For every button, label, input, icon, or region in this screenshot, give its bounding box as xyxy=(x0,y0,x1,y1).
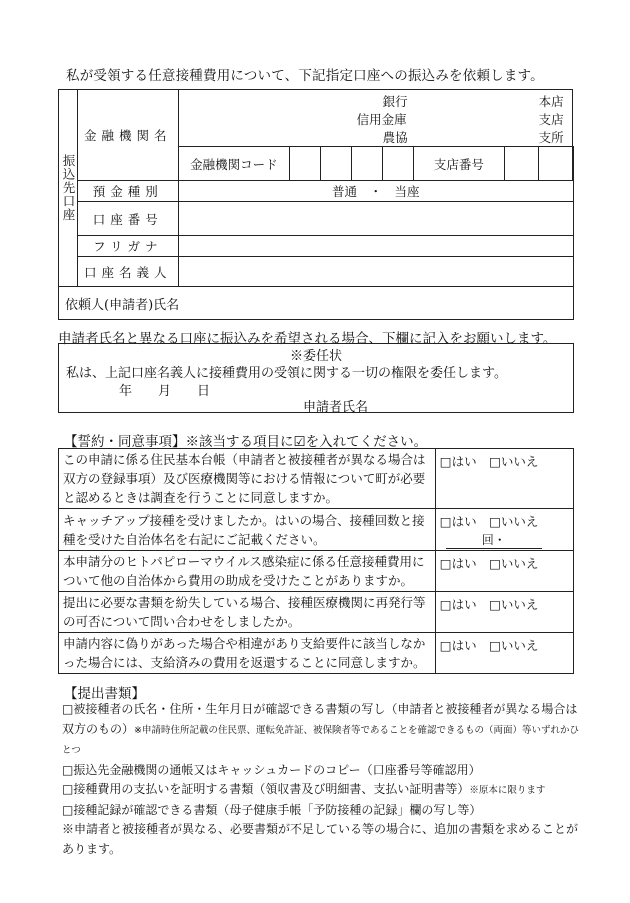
branch-code-digit[interactable] xyxy=(539,147,573,181)
bank-name-label: 金融機関名 xyxy=(78,90,179,181)
pledge-answer[interactable]: □はい □いいえ xyxy=(435,633,573,674)
branch-code-digit[interactable] xyxy=(573,147,574,181)
document-note: ※原本に限ります xyxy=(469,785,546,796)
bank-account-table xyxy=(58,89,574,320)
branch-code-digit[interactable] xyxy=(505,147,539,181)
documents-heading: 【提出書類】 xyxy=(64,686,145,702)
furigana-label: フリガナ xyxy=(78,236,179,257)
requester-name-field[interactable] xyxy=(59,287,574,320)
account-number-label: 口座番号 xyxy=(78,202,179,236)
account-number-field[interactable] xyxy=(178,202,573,236)
pledge-answer[interactable]: □はい □いいえ xyxy=(435,592,573,633)
transfer-account-label: 振込先口座 xyxy=(59,90,78,287)
pledge-question: この申請に係る住民基本台帳（申請者と被接種者が異なる場合は双方の登録事項）及び医療機関等における情報について町が必要と認めるときは調査を行うことに同意しますか。 xyxy=(59,449,436,509)
pledge-question: キャッチアップ接種を受けましたか。はいの場合、接種回数と接種を受けた自治体名を右記にご記載ください。 xyxy=(59,509,436,551)
bank-type-nokyo: 農協 xyxy=(382,130,408,145)
branch-type-head: 本店 xyxy=(538,94,564,109)
branch-type-branch: 支店 xyxy=(538,112,564,127)
furigana-field[interactable] xyxy=(178,236,573,257)
pledge-heading: 【誓約・同意事項】※該当する項目に☑を入れてください。 xyxy=(64,434,428,450)
document-item: □接種記録が確認できる書類（母子健康手帳「予防接種の記録」欄の写し等） xyxy=(62,802,482,817)
document-item: □振込先金融機関の通帳又はキャッシュカードのコピー（口座番号等確認用） xyxy=(62,762,481,777)
pledge-question: 本申請分のヒトパピローマウイルス感染症に係る任意接種費用について他の自治体から費用の助成を受けたことがありますか。 xyxy=(59,551,436,592)
bank-name-field[interactable] xyxy=(178,90,572,147)
pledge-question: 提出に必要な書類を紛失している場合、接種医療機関に再発行等の可否について問い合わせをしましたか。 xyxy=(59,592,436,633)
delegation-body: 私は、上記口座名義人に接種費用の受領に関する一切の権限を委任します。 xyxy=(66,366,507,381)
delegation-title: ※委任状 xyxy=(289,349,342,364)
bank-code-digit[interactable] xyxy=(290,147,321,181)
document-item: □被接種者の氏名・住所・生年月日が確認できる書類の写し（申請者と被接種者が異なる場合は双方のもの）※申請時住所記載の住民票、運転免許証、被保険者等であることを確認できるもの（両面）等いずれかひとつ xyxy=(62,702,579,756)
documents-footnote: ※申請者と被接種者が異なる、必要書類が不足している等の場合に、追加の書類を求めることがあります。 xyxy=(62,822,579,856)
deposit-type-label: 預金種別 xyxy=(78,181,179,202)
deposit-type-options[interactable]: 普通 ・ 当座 xyxy=(178,181,573,202)
branch-type-sub: 支所 xyxy=(538,130,564,145)
document-item: □接種費用の支払いを証明する書類（領収書及び明細書、支払い証明書等）※原本に限ります xyxy=(62,782,546,796)
delegation-date[interactable]: 年 月 日 xyxy=(119,384,211,399)
pledge-answer[interactable]: □はい □いいえ xyxy=(439,514,539,529)
bank-code-digit[interactable] xyxy=(321,147,352,181)
pledge-table xyxy=(58,448,574,674)
delegation-note: 申請者氏名と異なる口座に振込みを希望される場合、下欄に記入をお願いします。 xyxy=(58,331,557,347)
delegation-box xyxy=(58,343,574,413)
account-holder-field[interactable] xyxy=(178,257,573,287)
documents-list xyxy=(62,700,582,859)
bank-code-digit[interactable] xyxy=(382,147,413,181)
bank-code-digit[interactable] xyxy=(351,147,382,181)
document-note: ※申請時住所記載の住民票、運転免許証、被保険者等であることを確認できるもの（両面）等いずれかひとつ xyxy=(62,724,579,756)
intro-text: 私が受領する任意接種費用について、下記指定口座への振込みを依頼します。 xyxy=(66,68,544,84)
account-holder-label: 口座名義人 xyxy=(78,257,179,287)
bank-type-shinkin: 信用金庫 xyxy=(356,112,407,127)
branch-code-label: 支店番号 xyxy=(413,147,505,181)
pledge-answer[interactable]: □はい □いいえ xyxy=(435,449,573,509)
requester-name-label: 依頼人(申請者)氏名 xyxy=(65,297,180,313)
pledge-answer[interactable]: □はい □いいえ xyxy=(435,551,573,592)
pledge-question: 申請内容に偽りがあった場合や相違があり支給要件に該当しなかった場合には、支給済みの費用を返還することに同意しますか。 xyxy=(59,633,436,674)
bank-type-bank: 銀行 xyxy=(382,94,408,109)
catchup-count-field[interactable]: 回・ xyxy=(446,533,542,549)
bank-code-label: 金融機関コード xyxy=(178,147,290,181)
delegation-signature[interactable]: 申請者氏名 xyxy=(303,400,369,415)
pledge-answer-cell[interactable] xyxy=(435,509,573,551)
